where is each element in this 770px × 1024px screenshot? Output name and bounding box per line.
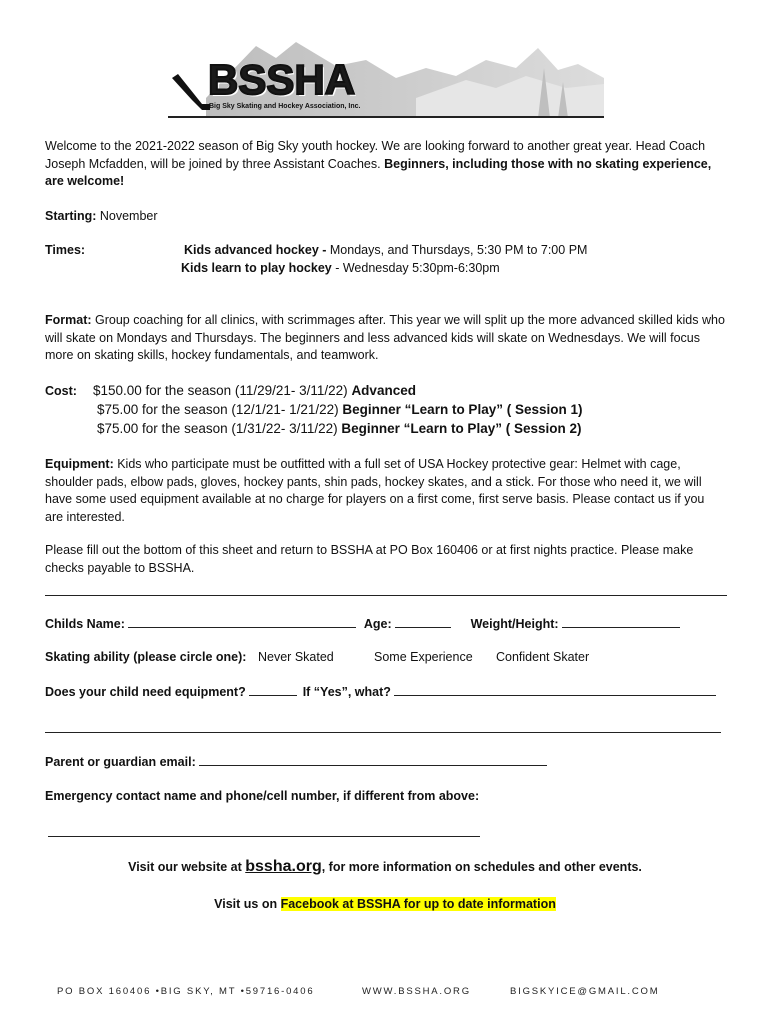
format-text: Group coaching for all clinics, with scrimmages after. This year we will split up the more advanced skilled kids who will skate on Mondays and Thursdays. The beginners and less advanced kids will skate on Wednesdays. We will focus more on skating skills, hockey fundamentals, and teamwork. [45,313,725,362]
emergency-field[interactable] [48,836,480,837]
starting-value: November [99,209,158,223]
instructions-paragraph: Please fill out the bottom of this sheet and return to BSSHA at PO Box 160406 or at first nights practice. Please make checks payable to BSSHA. [45,543,694,575]
intro-text: Welcome to the 2021-2022 season of Big Sky youth hockey. We are looking forward to another great year. Head Coach Joseph Mcfadden, will be joined by three Assistant Coaches. [45,139,706,171]
facebook-highlight[interactable]: Facebook at BSSHA for up to date information [280,897,556,911]
website-line [0,858,770,877]
times-row-learn [181,260,500,278]
times-advanced-label: Kids advanced hockey - [184,243,327,257]
emergency-label-text: Emergency contact name and phone/cell number, if different from above: [45,789,480,803]
starting-label: Starting: [45,209,97,223]
age-label: Age: [363,617,392,631]
equipment-what-field[interactable] [394,683,716,696]
option-confident-skater[interactable]: Confident Skater [496,650,590,664]
facebook-pre: Visit us on [214,897,281,911]
website-post: , for more information on schedules and other events. [321,860,642,874]
cost-label [45,383,77,401]
child-name-label: Childs Name: [45,617,125,631]
parent-email-field[interactable] [199,753,547,766]
cost-session1-price: $75.00 for the season (12/1/21- 1/21/22) [97,402,343,417]
skating-ability-label [45,649,246,667]
if-yes-label: If “Yes”, what? [302,685,391,699]
equipment-text: Kids who participate must be outfitted with a full set of USA Hockey protective gear: Helmet with cage, shoulder pads, elbow pads, gloves, hockey pants, shin pads, hockey skates, and a stick. For those who need it, we will have some used equipment available at no charge for players on a first come, first serve basis. Please contact us if you are interested. [45,457,705,524]
option-never-skated[interactable]: Never Skated [258,650,334,664]
footer-website[interactable]: WWW.BSSHA.ORG [362,986,471,997]
times-label-text: Times: [45,243,86,257]
footer-address: PO BOX 160406 •BIG SKY, MT •59716-0406 [57,986,315,997]
times-label [45,242,85,260]
option-some-experience[interactable]: Some Experience [374,650,473,664]
times-row-advanced [184,242,587,260]
logo-wordmark: BSSHA [208,56,356,103]
footer-email[interactable]: BIGSKYICE@GMAIL.COM [510,986,660,997]
website-pre: Visit our website at [128,860,246,874]
cost-session2-price: $75.00 for the season (1/31/22- 3/11/22) [97,421,342,436]
weight-height-label: Weight/Height: [470,617,559,631]
logo-subtitle: Big Sky Skating and Hockey Association, Inc. [209,103,361,110]
weight-height-field[interactable] [562,615,680,628]
skating-ability-text: Skating ability (please circle one): [45,650,247,664]
need-equipment-label: Does your child need equipment? [45,685,246,699]
form-row-email [45,753,547,772]
child-name-field[interactable] [128,615,356,628]
form-row-equipment [45,683,716,702]
form-separator [45,595,727,596]
cost-row-session2 [97,420,581,438]
intro-bold-text: Beginners, including those with no skating experience, are welcome! [45,156,712,188]
times-advanced-text: Mondays, and Thursdays, 5:30 PM to 7:00 PM [326,243,588,257]
cost-row-advanced [93,382,416,400]
cost-session2-label: Beginner “Learn to Play” ( Session 2) [341,421,582,436]
equipment-label: Equipment: [45,457,114,471]
parent-email-label: Parent or guardian email: [45,755,196,769]
starting-line [45,208,725,226]
format-paragraph [45,312,725,365]
cost-row-session1 [97,401,582,419]
form-row-child [45,615,680,634]
equipment-paragraph [45,456,725,526]
equipment-extra-line[interactable] [45,732,721,733]
cost-session1-label: Beginner “Learn to Play” ( Session 1) [342,402,583,417]
cost-advanced-price: $150.00 for the season (11/29/21- 3/11/22) [93,383,352,398]
cost-advanced-label: Advanced [351,383,416,398]
facebook-line [0,896,770,914]
cost-label-text: Cost: [45,384,77,398]
emergency-label [45,788,479,806]
bssha-logo [166,38,604,120]
age-field[interactable] [395,615,451,628]
format-label: Format: [45,313,92,327]
website-link[interactable]: bssha.org [245,858,322,875]
times-learn-label: Kids learn to play hockey [181,261,332,275]
need-equipment-field[interactable] [249,683,297,696]
intro-paragraph [45,138,725,191]
times-learn-text: - Wednesday 5:30pm-6:30pm [331,261,500,275]
